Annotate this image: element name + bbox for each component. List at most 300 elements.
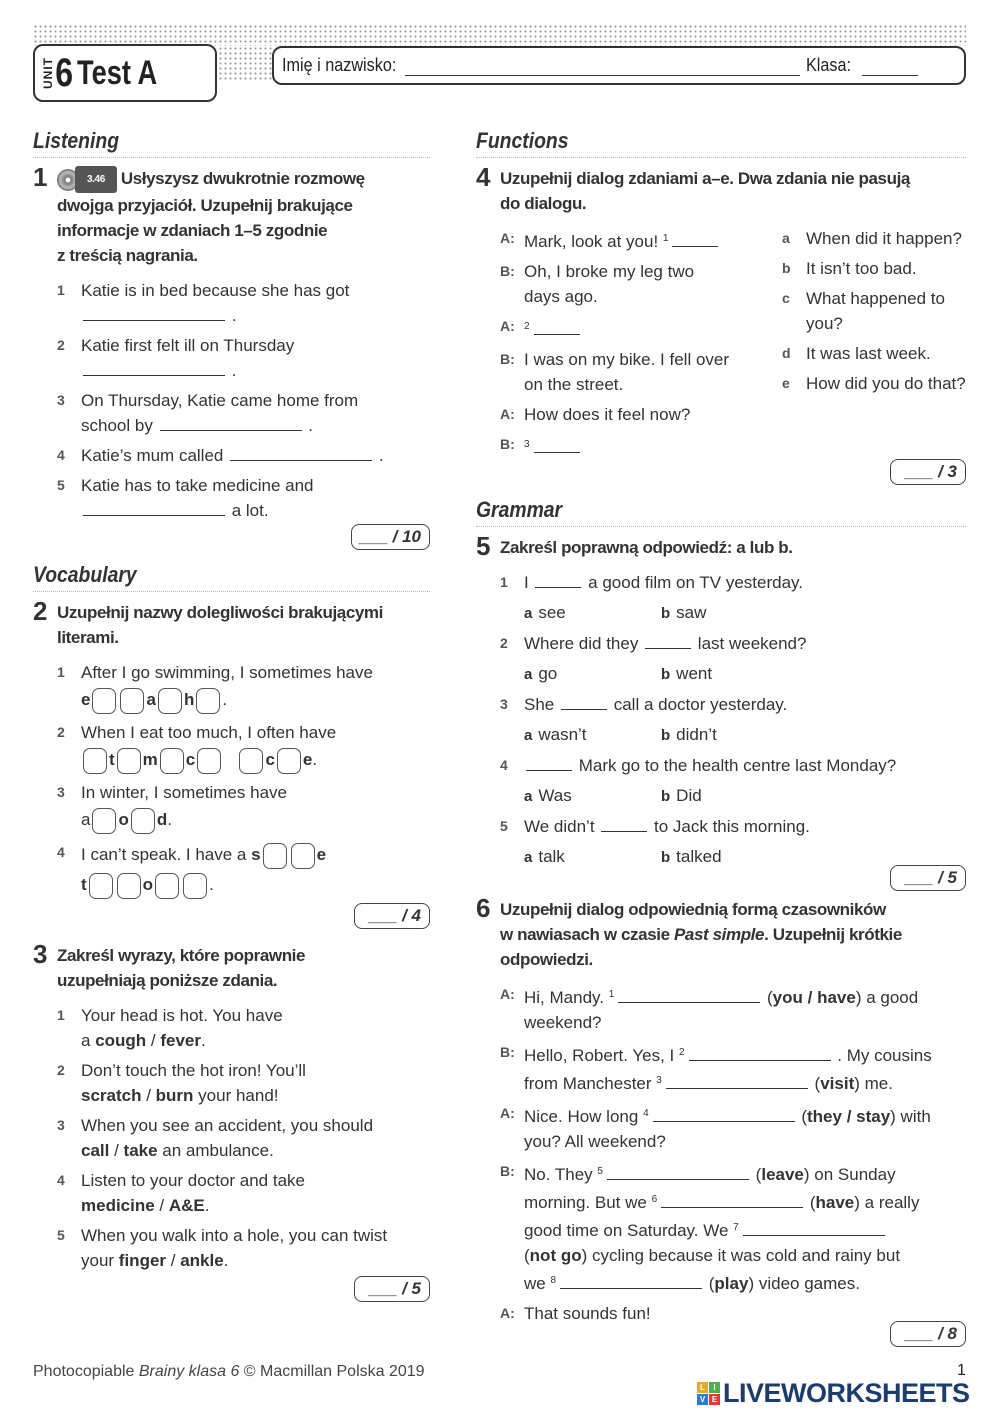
answer-blank[interactable] <box>230 445 372 461</box>
bold-text: a <box>146 690 156 710</box>
option-text: go <box>538 664 558 683</box>
text: Usłyszysz dwukrotnie rozmowę <box>120 169 365 188</box>
line <box>524 1040 932 1068</box>
dialog-row <box>500 259 782 309</box>
letter-box[interactable] <box>291 843 315 869</box>
logo-letter-square: E <box>709 1394 720 1405</box>
text: ( <box>796 1107 808 1126</box>
letter-box[interactable] <box>160 748 184 774</box>
option-letter: e <box>782 375 790 391</box>
list-item <box>57 780 430 835</box>
text: Hi, Mandy. <box>524 988 609 1007</box>
line <box>524 814 966 839</box>
text: Hello, Robert. Yes, I <box>524 1046 679 1065</box>
dialog-row <box>500 1301 932 1326</box>
letter-box[interactable] <box>155 873 179 899</box>
list-item <box>57 473 430 523</box>
text: . Uzupełnij krótkie <box>764 925 902 944</box>
line <box>524 1215 932 1243</box>
text: you? All weekend? <box>524 1132 666 1151</box>
text: good time on Saturday. We <box>524 1221 734 1240</box>
text: an ambulance. <box>157 1141 274 1161</box>
answer-option-a[interactable] <box>524 722 661 748</box>
text: No. They <box>524 1165 598 1184</box>
text: ) a really <box>854 1193 920 1212</box>
page-number: 1 <box>957 1362 966 1379</box>
item-number: 3 <box>57 784 65 801</box>
line <box>57 968 430 993</box>
gap-number: 2 <box>524 321 530 332</box>
letter-box[interactable] <box>92 688 116 714</box>
item-number: 2 <box>57 724 65 741</box>
dialog-row <box>500 982 932 1035</box>
list-item <box>57 1003 430 1053</box>
dialog-row <box>500 402 782 427</box>
dialog-row <box>500 1101 932 1154</box>
exercise-3 <box>33 939 430 1273</box>
letter-box[interactable] <box>83 748 107 774</box>
answer-option-b[interactable] <box>661 661 798 687</box>
line <box>500 947 966 972</box>
line <box>81 1168 430 1193</box>
line <box>524 402 782 427</box>
answer-blank[interactable] <box>535 572 581 588</box>
line <box>81 870 430 900</box>
speaker-label: A: <box>500 406 515 422</box>
letter-box[interactable] <box>89 873 113 899</box>
dialog-row <box>500 226 782 254</box>
text: I was on my bike. I fell over <box>524 350 730 369</box>
text: Your head is hot. You have <box>81 1006 283 1026</box>
dialog-row <box>500 432 782 460</box>
list-item <box>500 753 966 809</box>
right-column <box>476 126 966 1347</box>
student-info-box <box>272 46 966 85</box>
line <box>524 631 966 656</box>
text: What happened to <box>806 289 945 308</box>
line <box>81 1113 430 1138</box>
line <box>806 341 990 366</box>
answer-blank[interactable] <box>560 1273 702 1289</box>
exercise-instruction <box>500 535 966 560</box>
answer-blank[interactable] <box>618 987 760 1003</box>
bold-text: s <box>251 845 261 865</box>
list-item <box>57 1058 430 1108</box>
score-value[interactable]: ___ / 3 <box>890 459 966 485</box>
text: Oh, I broke my leg two <box>524 262 695 281</box>
item-number: 4 <box>500 757 508 773</box>
line <box>81 1138 430 1163</box>
item-number: 1 <box>500 574 508 590</box>
bold-text: m <box>142 750 158 770</box>
line <box>524 1187 932 1215</box>
name-label: Imię i nazwisko: <box>282 55 397 75</box>
sentence-option <box>782 341 990 366</box>
answer-option-a[interactable] <box>524 844 661 870</box>
bold-text: they / stay <box>807 1107 891 1126</box>
line <box>57 943 430 968</box>
answer-blank[interactable] <box>653 1106 795 1122</box>
text: / <box>154 1196 169 1216</box>
text: ) on Sunday <box>803 1165 896 1184</box>
line <box>81 840 430 870</box>
bold-text: A&E <box>168 1196 205 1216</box>
line <box>524 226 782 254</box>
dialog-row <box>500 347 782 397</box>
bold-text: cough <box>95 1031 147 1051</box>
item-number: 3 <box>57 392 65 409</box>
bold-text: take <box>123 1141 158 1161</box>
line <box>81 498 430 523</box>
bold-text: c <box>185 750 196 770</box>
option-text: see <box>538 603 566 622</box>
letter-box[interactable] <box>92 808 116 834</box>
dialog-row <box>500 314 782 342</box>
text: When did it happen? <box>806 229 962 248</box>
answer-blank[interactable] <box>743 1220 885 1236</box>
item-number: 4 <box>57 1172 65 1189</box>
line <box>81 473 430 498</box>
answer-options <box>524 722 966 748</box>
text: . <box>312 750 318 770</box>
item-number: 5 <box>57 1227 65 1244</box>
text: Zakreśl wyrazy, które poprawnie <box>57 946 306 966</box>
answer-option-a[interactable] <box>524 600 661 626</box>
line <box>57 193 430 218</box>
line <box>524 1101 932 1129</box>
bold-text: o <box>142 875 154 895</box>
dialog-lines <box>500 982 932 1331</box>
letter-box[interactable] <box>117 748 141 774</box>
option-text: Was <box>538 786 572 805</box>
option-text: went <box>676 664 713 683</box>
exercise-number: 5 <box>476 531 491 561</box>
letter-box[interactable] <box>197 748 221 774</box>
option-letter: a <box>524 666 533 683</box>
option-letter: a <box>524 727 533 744</box>
answer-blank[interactable] <box>607 1164 749 1180</box>
list-item <box>500 692 966 748</box>
answer-option-a[interactable] <box>524 661 661 687</box>
logo-letter-square: L <box>697 1382 708 1393</box>
item-number: 1 <box>57 282 65 299</box>
exercise-2 <box>33 596 430 900</box>
bold-text: c <box>265 750 275 770</box>
text: . <box>167 810 172 830</box>
section-title: Vocabulary <box>33 562 137 588</box>
letter-box[interactable] <box>277 748 301 774</box>
dialog <box>500 982 966 1331</box>
section-heading <box>476 495 966 527</box>
bold-text: not go <box>529 1246 582 1265</box>
logo-letter-square: I <box>709 1382 720 1393</box>
option-letter: a <box>524 605 533 622</box>
copyright-footer <box>33 1363 425 1381</box>
text: / <box>109 1141 124 1161</box>
text: I can’t speak. I have a <box>81 845 252 865</box>
sentence-option <box>782 286 990 336</box>
item-number: 3 <box>500 696 508 712</box>
text: a good film on TV yesterday. <box>583 573 803 592</box>
text <box>223 750 237 769</box>
bold-text: visit <box>820 1074 855 1093</box>
letter-box[interactable] <box>239 748 263 774</box>
unit-title-box <box>33 44 217 102</box>
bold-text: burn <box>155 1086 194 1106</box>
list-item <box>57 278 430 328</box>
text: How did you do that? <box>806 374 966 393</box>
letter-box[interactable] <box>263 843 287 869</box>
answer-blank[interactable] <box>83 360 225 376</box>
letter-box[interactable] <box>183 873 207 899</box>
logo-squares-icon <box>697 1382 720 1405</box>
option-letter: b <box>661 727 671 744</box>
line <box>524 1010 932 1035</box>
exercise-6 <box>476 893 966 1331</box>
letter-box[interactable] <box>120 688 144 714</box>
line <box>524 1159 932 1187</box>
score-value[interactable]: ___ / 8 <box>890 1321 966 1347</box>
letter-box[interactable] <box>131 808 155 834</box>
text: last weekend? <box>693 634 807 653</box>
item-number: 4 <box>57 844 65 861</box>
line <box>524 692 966 717</box>
gap-number: 7 <box>733 1222 739 1233</box>
option-text: saw <box>676 603 707 622</box>
exercise-5 <box>476 531 966 870</box>
gap-number: 5 <box>597 1166 603 1177</box>
score-value[interactable]: ___ / 5 <box>354 1276 430 1302</box>
letter-box[interactable] <box>196 688 220 714</box>
bold-text: medicine <box>81 1196 155 1216</box>
answer-blank[interactable] <box>561 694 607 710</box>
text: . <box>209 875 214 895</box>
line <box>57 600 430 625</box>
score-box <box>33 524 430 550</box>
text: Katie is in bed because she has got <box>81 281 350 301</box>
option-text: wasn’t <box>538 725 587 744</box>
text: I <box>524 573 534 592</box>
text: It isn’t too bad. <box>806 259 917 278</box>
answer-blank[interactable] <box>534 437 580 453</box>
class-input[interactable] <box>862 56 918 76</box>
text: uzupełniają poniższe zdania. <box>57 971 278 991</box>
score-box <box>33 1276 430 1302</box>
score-value[interactable]: ___ / 4 <box>354 903 430 929</box>
header-dot-pattern <box>218 46 272 80</box>
answer-option-b[interactable] <box>661 844 798 870</box>
dialog-lines <box>500 226 782 465</box>
line <box>81 333 430 358</box>
bold-text: e <box>302 750 313 770</box>
text: We didn’t <box>524 817 600 836</box>
line <box>81 1193 430 1218</box>
option-letter: a <box>524 849 533 866</box>
text: / <box>146 1031 161 1051</box>
text: on the street. <box>524 375 624 394</box>
option-text: talked <box>676 847 722 866</box>
option-letter: b <box>661 666 671 683</box>
line <box>524 259 782 284</box>
text: Katie first felt ill on Thursday <box>81 336 295 356</box>
bold-text: you / have <box>772 988 856 1007</box>
text: weekend? <box>524 1013 602 1032</box>
speaker-label: A: <box>500 230 515 246</box>
sentence-option <box>782 256 990 281</box>
liveworksheets-logo <box>697 1378 970 1409</box>
text: days ago. <box>524 287 598 306</box>
option-text: talk <box>538 847 565 866</box>
text: Photocopiable <box>33 1363 139 1380</box>
line <box>81 745 430 775</box>
text: ( <box>805 1193 816 1212</box>
list-item <box>57 1168 430 1218</box>
answer-blank[interactable] <box>160 415 302 431</box>
text: informacje w zdaniach 1–5 zgodnie <box>57 221 328 241</box>
line <box>524 284 782 309</box>
line <box>524 1268 932 1296</box>
bold-text: have <box>815 1193 855 1212</box>
text: Mark go to the health centre last Monday? <box>574 756 897 775</box>
exercise-number: 2 <box>33 596 48 627</box>
option-letter: b <box>661 605 671 622</box>
list-item <box>57 1223 430 1273</box>
item-number: 1 <box>57 1007 65 1024</box>
exercise-1 <box>33 162 430 523</box>
answer-option-b[interactable] <box>661 783 798 809</box>
line <box>500 535 966 560</box>
text: ) me. <box>854 1074 893 1093</box>
answer-blank[interactable] <box>689 1045 831 1061</box>
answer-blank[interactable] <box>534 319 580 335</box>
answer-blank[interactable] <box>645 633 691 649</box>
speaker-label: B: <box>500 436 515 452</box>
answer-blank[interactable] <box>83 305 225 321</box>
text: . <box>222 690 228 710</box>
list-item <box>500 570 966 626</box>
text: ) a good <box>855 988 919 1007</box>
sentence-option <box>782 226 990 251</box>
answer-option-b[interactable] <box>661 722 798 748</box>
section-title: Grammar <box>476 497 563 522</box>
answer-blank[interactable] <box>526 755 572 771</box>
line <box>524 1301 932 1326</box>
text: . <box>227 361 237 381</box>
line <box>81 1003 430 1028</box>
score-value[interactable]: ___ / 10 <box>351 524 430 550</box>
list-item <box>57 333 430 383</box>
text: . <box>201 1031 206 1051</box>
bold-text: d <box>156 810 168 830</box>
text: odpowiedzi. <box>500 950 593 969</box>
answer-blank[interactable] <box>666 1073 808 1089</box>
line <box>806 286 990 311</box>
answer-option-a[interactable] <box>524 783 661 809</box>
exercise-instruction <box>57 600 430 650</box>
list-item <box>57 720 430 775</box>
line <box>81 1248 430 1273</box>
italic-text: Past simple <box>673 925 765 944</box>
line <box>524 753 966 778</box>
answer-blank[interactable] <box>83 500 225 516</box>
item-list <box>500 570 966 870</box>
text: school by <box>81 416 158 436</box>
answer-blank[interactable] <box>661 1192 803 1208</box>
text: How does it feel now? <box>524 405 691 424</box>
text: / <box>141 1086 156 1106</box>
item-list <box>57 660 430 900</box>
gap-number: 1 <box>608 989 615 1000</box>
class-label: Klasa: <box>806 55 852 75</box>
option-letter: d <box>782 345 791 361</box>
text: . <box>374 446 384 466</box>
text: dwojga przyjaciół. Uzupełnij brakujące <box>57 196 353 216</box>
item-number: 5 <box>57 477 65 494</box>
name-input[interactable] <box>405 56 800 76</box>
answer-blank[interactable] <box>601 816 647 832</box>
text: Uzupełnij nazwy dolegliwości brakującymi <box>57 603 383 623</box>
section-heading <box>33 126 430 158</box>
text: from Manchester <box>524 1074 657 1093</box>
header-dot-pattern <box>33 24 966 46</box>
dialog-row <box>500 1040 932 1096</box>
letter-box[interactable] <box>158 688 182 714</box>
text: you? <box>806 314 843 333</box>
line <box>81 660 430 685</box>
score-value[interactable]: ___ / 5 <box>890 865 966 891</box>
text: a <box>81 1031 96 1051</box>
option-letter: a <box>524 788 533 805</box>
text: Listen to your doctor and take <box>81 1171 305 1191</box>
exercise-number: 6 <box>476 893 491 923</box>
letter-box[interactable] <box>117 873 141 899</box>
answer-option-b[interactable] <box>661 600 798 626</box>
line <box>81 1058 430 1083</box>
text: to Jack this morning. <box>649 817 810 836</box>
line <box>57 625 430 650</box>
bold-text: t <box>109 750 115 770</box>
text: ( <box>809 1074 821 1093</box>
item-number: 2 <box>57 337 65 354</box>
exercise-number: 3 <box>33 939 48 970</box>
answer-options <box>524 661 966 687</box>
text: She <box>524 695 559 714</box>
bold-text: t <box>81 875 87 895</box>
answer-options <box>524 783 966 809</box>
exercise-instruction <box>500 897 966 972</box>
text: a <box>81 810 91 830</box>
speaker-label: A: <box>500 1305 515 1321</box>
line <box>81 780 430 805</box>
line <box>524 1068 932 1096</box>
line <box>81 388 430 413</box>
text: ( <box>704 1274 715 1293</box>
text: When you walk into a hole, you can twist <box>81 1226 388 1246</box>
line <box>806 311 990 336</box>
text: . My cousins <box>832 1046 932 1065</box>
line <box>524 372 782 397</box>
gap-number: 4 <box>643 1108 649 1119</box>
text: . <box>204 1196 210 1216</box>
line <box>500 166 966 191</box>
item-number: 2 <box>57 1062 65 1079</box>
exercise-instruction <box>57 166 430 268</box>
answer-blank[interactable] <box>672 231 718 247</box>
gap-number: 3 <box>656 1075 662 1086</box>
text: ) video games. <box>748 1274 860 1293</box>
text: When I eat too much, I often have <box>81 723 337 743</box>
text: That sounds fun! <box>524 1304 651 1323</box>
